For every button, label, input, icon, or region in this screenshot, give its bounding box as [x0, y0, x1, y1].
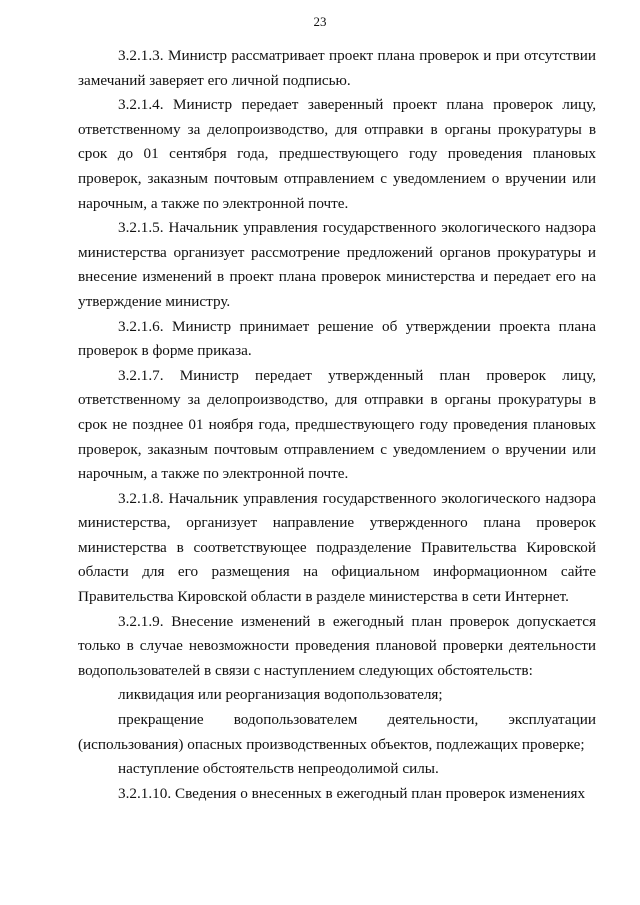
- list-item-termination: прекращение водопользователем деятельности, эксплуатации (использования) опасных производственных объектов, подлежащих проверке;: [78, 711, 596, 753]
- paragraph-3-2-1-8: 3.2.1.8. Начальник управления государственного экологического надзора министерства, организует направление утвержденного плана проверок министерства в соответствующее подразделение Правительства Кировской области для его размещения на официальном информационном сайте Правительства Кировской области в разделе министерства в сети Интернет.: [78, 489, 596, 606]
- paragraph-3-2-1-4: 3.2.1.4. Министр передает заверенный проект плана проверок лицу, ответственному за делопроизводство, для отправки в органы прокуратуры в срок до 01 сентября года, предшествующего году проведения плановых проверок, заказным почтовым отправлением с уведомлением о вручении или нарочным, а также по электронной почте.: [78, 96, 596, 212]
- paragraph-3-2-1-7: 3.2.1.7. Министр передает утвержденный план проверок лицу, ответственному за делопроизводство, для отправки в органы прокуратуры в срок не позднее 01 ноября года, предшествующего году проведения плановых проверок, заказным почтовым отправлением с уведомлением о вручении или нарочным, а также по электронной почте.: [78, 366, 596, 483]
- paragraph-3-2-1-6: 3.2.1.6. Министр принимает решение об утверждении проекта плана проверок в форме приказа.: [78, 317, 596, 360]
- paragraph-3-2-1-9: 3.2.1.9. Внесение изменений в ежегодный план проверок допускается только в случае невозможности проведения плановой проверки деятельности водопользователей в связи с наступлением следующих обстоятельств:: [78, 612, 596, 679]
- page-number: 23: [313, 14, 327, 29]
- paragraph-3-2-1-3: 3.2.1.3. Министр рассматривает проект плана проверок и при отсутствии замечаний заверяет его личной подписью.: [78, 47, 596, 89]
- list-item-liquidation: ликвидация или реорганизация водопользователя;: [118, 686, 443, 704]
- paragraph-3-2-1-10: 3.2.1.10. Сведения о внесенных в ежегодный план проверок изменениях: [118, 784, 586, 802]
- paragraph-3-2-1-5: 3.2.1.5. Начальник управления государственного экологического надзора министерства организует рассмотрение предложений органов прокуратуры и внесение изменений в проект плана проверок министерства и передает его на утверждение министру.: [78, 219, 596, 310]
- document-body: [78, 44, 596, 806]
- list-item-force-majeure: наступление обстоятельств непреодолимой силы.: [118, 760, 439, 778]
